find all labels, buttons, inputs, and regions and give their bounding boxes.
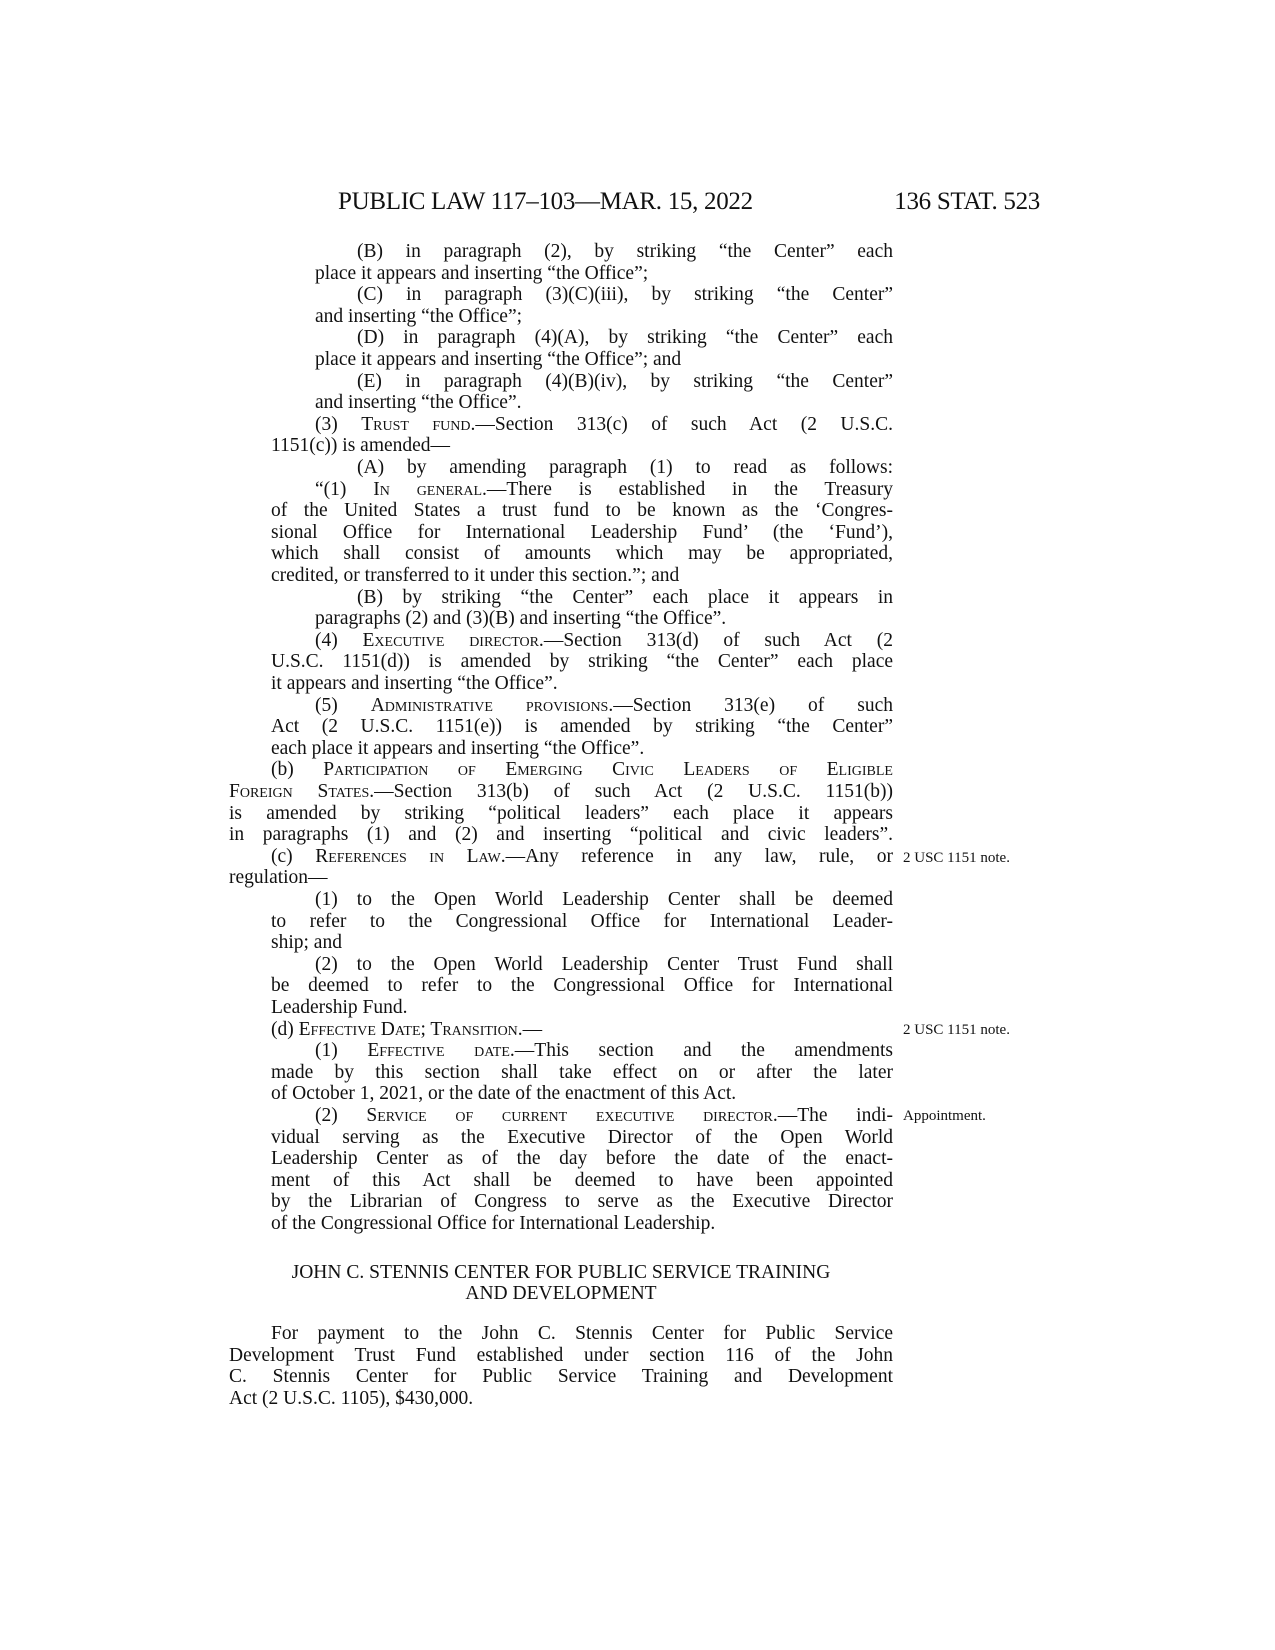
line-text: “(1) [315, 478, 374, 500]
line-text: (1) [315, 1040, 368, 1062]
line-text: of October 1, 2021, or the date of the enactment of this Act. [271, 1083, 737, 1105]
line-text: (c) [271, 845, 316, 867]
text-line [271, 1323, 893, 1345]
line-text: of the United States a trust fund to be known as the ‘Congres- [271, 500, 893, 522]
text-line [315, 608, 893, 630]
line-text: sional Office for International Leadership Fund’ (the ‘Fund’), [271, 521, 893, 543]
text-line [229, 803, 893, 825]
text-line [271, 1083, 893, 1105]
line-text: regulation— [229, 867, 328, 889]
line-text: (2) [315, 1105, 367, 1126]
text-line [271, 1148, 893, 1170]
line-text: (5) [315, 694, 371, 716]
line-text: ship; and [271, 932, 342, 954]
text-line [357, 587, 893, 609]
text-line [271, 716, 893, 738]
section-caption: Effective date. [367, 1040, 515, 1062]
line-text: (d) [271, 1018, 299, 1040]
section-heading: JOHN C. STENNIS CENTER FOR PUBLIC SERVICE TRAINING [291, 1262, 831, 1283]
text-line [271, 1062, 893, 1084]
line-text: —Section 313(b) of such Act (2 U.S.C. 1151(b)) [374, 781, 894, 802]
text-line [271, 543, 893, 565]
text-line [315, 630, 893, 652]
line-text: —There is established in the Treasury [486, 478, 893, 500]
text-line [271, 1127, 893, 1149]
line-text: each place it appears and inserting “the Office”. [271, 737, 645, 759]
line-text: Leadership Center as of the day before the date of the enact- [271, 1148, 893, 1170]
text-line [229, 867, 893, 889]
page-number: 136 STAT. 523 [894, 188, 1040, 215]
line-text: and inserting “the Office”. [315, 392, 522, 414]
line-text: is amended by striking “political leaders” each place it appears [229, 802, 893, 824]
line-text: credited, or transferred to it under this section.”; and [271, 565, 680, 586]
text-line [315, 1040, 893, 1062]
text-line [271, 1019, 893, 1041]
line-text: place it appears and inserting “the Office”; and [315, 349, 682, 370]
line-text: be deemed to refer to the Congressional Office for International [271, 975, 893, 997]
line-text: —Section 313(e) of such [613, 694, 893, 716]
text-line [357, 371, 893, 393]
margin-note: 2 USC 1151 note. [903, 1022, 1010, 1038]
line-text: by the Librarian of Congress to serve as the Executive Director [271, 1191, 893, 1213]
text-line [271, 932, 893, 954]
line-text: —Section 313(d) of such Act (2 [543, 629, 893, 651]
section-caption: Administrative provisions. [370, 694, 614, 716]
margin-note: 2 USC 1151 note. [903, 850, 1010, 866]
line-text: and inserting “the Office”; [315, 305, 523, 327]
section-caption: In general. [373, 478, 487, 500]
running-head-title: PUBLIC LAW 117–103—MAR. 15, 2022 [338, 188, 753, 215]
line-text: Act (2 U.S.C. 1151(e)) is amended by striking “the Center” [271, 716, 893, 738]
section-caption: References in Law. [315, 845, 506, 867]
text-line [357, 284, 893, 306]
text-line [229, 1345, 893, 1367]
text-line [271, 522, 893, 544]
text-line [271, 1170, 893, 1192]
text-line [229, 781, 893, 803]
text-line [315, 392, 893, 414]
line-text: 1151(c)) is amended— [271, 435, 451, 457]
text-line [229, 824, 893, 846]
line-text: — [522, 1018, 543, 1040]
line-text: (E) in paragraph (4)(B)(iv), by striking “the Center” [357, 370, 893, 392]
text-line [357, 327, 893, 349]
line-text: (B) in paragraph (2), by striking “the Center” each [357, 241, 893, 262]
text-line [229, 1388, 893, 1410]
line-text: C. Stennis Center for Public Service Training and Development [229, 1366, 893, 1388]
text-line [271, 500, 893, 522]
text-line [271, 673, 893, 695]
line-text: —The indi- [777, 1105, 894, 1126]
section-caption: Effective Date; Transition. [298, 1018, 523, 1040]
line-text: (D) in paragraph (4)(A), by striking “the Center” each [357, 327, 893, 349]
line-text: which shall consist of amounts which may be appropriated, [271, 543, 893, 565]
line-text: paragraphs (2) and (3)(B) and inserting “the Office”. [315, 608, 727, 630]
line-text: (4) [315, 629, 363, 651]
text-line [271, 846, 893, 868]
text-line [229, 1366, 893, 1388]
line-text: Development Trust Fund established under section 116 of the John [229, 1344, 893, 1366]
line-text: place it appears and inserting “the Office”; [315, 262, 649, 284]
text-line [315, 889, 893, 911]
text-line [271, 911, 893, 933]
section-caption: Executive director. [362, 629, 544, 651]
line-text: U.S.C. 1151(d)) is amended by striking “the Center” each place [271, 651, 893, 673]
text-line [271, 1191, 893, 1213]
text-line [315, 306, 893, 328]
text-line [271, 975, 893, 997]
text-line [357, 241, 893, 263]
line-text: of the Congressional Office for International Leadership. [271, 1213, 716, 1234]
line-text: Leadership Fund. [271, 997, 408, 1018]
line-text: to refer to the Congressional Office for International Leader- [271, 910, 893, 932]
text-line [315, 954, 893, 976]
text-line [315, 414, 893, 436]
text-line [315, 1105, 893, 1127]
line-text: (B) by striking “the Center” each place it appears in [357, 586, 893, 608]
line-text: ment of this Act shall be deemed to have been appointed [271, 1169, 893, 1191]
line-text: in paragraphs (1) and (2) and inserting “political and civic leaders”. [229, 824, 893, 846]
line-text: vidual serving as the Executive Director of the Open World [271, 1126, 893, 1148]
line-text: For payment to the John C. Stennis Center for Public Service [271, 1323, 893, 1344]
text-line [315, 479, 893, 501]
line-text: —Any reference in any law, rule, or [505, 845, 893, 867]
section-caption: Trust fund. [361, 413, 476, 435]
text-line [271, 565, 893, 587]
text-line [271, 1213, 893, 1235]
line-text: (b) [271, 759, 324, 781]
text-line [271, 435, 893, 457]
text-line [315, 695, 893, 717]
text-line [315, 349, 893, 371]
section-caption: Participation of Emerging Civic Leaders of Eligible [323, 759, 893, 781]
line-text: made by this section shall take effect on or after the later [271, 1061, 893, 1083]
line-text: (C) in paragraph (3)(C)(iii), by striking “the Center” [357, 284, 893, 306]
line-text: (2) to the Open World Leadership Center Trust Fund shall [315, 953, 893, 975]
section-caption: Foreign States. [229, 781, 375, 802]
line-text: —This section and the amendments [514, 1040, 893, 1062]
line-text: (1) to the Open World Leadership Center shall be deemed [315, 889, 893, 910]
line-text: (3) [315, 413, 362, 435]
text-line [271, 759, 893, 781]
text-line [271, 651, 893, 673]
section-heading: AND DEVELOPMENT [465, 1283, 657, 1304]
margin-note: Appointment. [903, 1108, 986, 1124]
section-caption: Service of current executive director. [366, 1105, 778, 1126]
text-line [271, 738, 893, 760]
line-text: it appears and inserting “the Office”. [271, 673, 558, 694]
line-text: (A) by amending paragraph (1) to read as follows: [357, 457, 893, 478]
line-text: Act (2 U.S.C. 1105), $430,000. [229, 1387, 474, 1409]
text-line [357, 457, 893, 479]
text-line [315, 263, 893, 285]
line-text: —Section 313(c) of such Act (2 U.S.C. [475, 413, 893, 435]
text-line [271, 997, 893, 1019]
